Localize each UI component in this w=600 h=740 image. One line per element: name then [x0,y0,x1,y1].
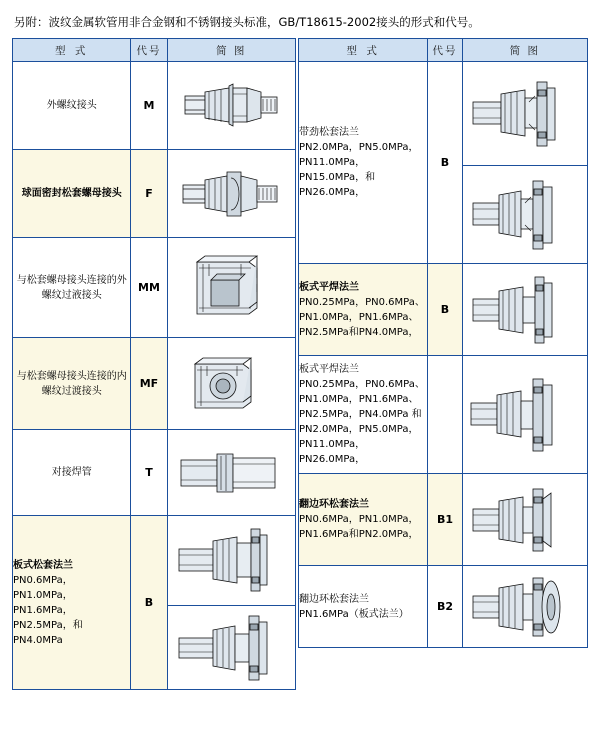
row-code: M [131,62,167,150]
column-header-code: 代号 [428,39,462,62]
plate-flat-weld-flange-figure-1 [462,264,587,356]
table-row [13,150,296,238]
row-type-detail: PN0.6MPa，PN1.0MPa，PN1.6MPa，PN2.5MPa，和PN4.0MPa [13,574,83,646]
row-type-title: 板式平焊法兰 [299,281,359,293]
row-type-label [299,566,428,648]
column-header-figure: 简 图 [462,39,587,62]
row-type-detail: PN0.25MPa，PN0.6MPa、PN1.0MPa，PN1.6MPa、PN2.5MPa，PN4.0MPa 和PN2.0MPa，PN5.0MPa，PN11.0MPa，PN26.0MPa， [299,379,425,465]
male-thread-transition-figure [167,238,295,338]
row-type-label: 对接焊管 [13,430,131,516]
row-code: B [131,516,167,690]
row-code: MM [131,238,167,338]
row-type-detail: PN0.25MPa，PN0.6MPa、PN1.0MPa，PN1.6MPa、PN2.5MPa和PN4.0MPa， [299,296,425,338]
row-code: MF [131,338,167,430]
row-code [428,356,462,474]
plate-loose-flange-figure-2 [167,606,295,690]
row-type-label [299,474,428,566]
row-type-label: 球面密封松套螺母接头 [13,150,131,238]
row-type-label [299,62,428,264]
row-type-label: 与松套螺母接头连接的内螺纹过渡接头 [13,338,131,430]
row-type-detail: PN1.6MPa（板式法兰） [299,608,409,620]
row-type-label [299,264,428,356]
row-code: T [131,430,167,516]
right-spec-table [298,38,588,648]
table-header-row [13,39,296,62]
table-row [299,474,588,566]
page-title: 另附：波纹金属软管用非合金钢和不锈钢接头标准，GB/T18615-2002接头的形式和代号。 [14,15,480,29]
ribbed-loose-flange-figure-2 [462,166,587,264]
table-header-row [299,39,588,62]
row-type-detail: PN0.6MPa，PN1.0MPa，PN1.6MPa和PN2.0MPa， [299,514,419,540]
row-type-label [299,356,428,474]
plate-flat-weld-flange-figure-2 [462,356,587,474]
table-row [299,566,588,648]
row-code: B1 [428,474,462,566]
row-code: B [428,62,462,264]
column-header-type: 型 式 [299,39,428,62]
tables-container [12,38,588,690]
spherical-seal-union-nut-figure [167,150,295,238]
row-type-label: 与松套螺母接头连接的外螺纹过液接头 [13,238,131,338]
row-type-label [13,516,131,690]
column-header-code: 代号 [131,39,167,62]
row-type-title: 翻边环松套法兰 [299,593,369,605]
butt-weld-pipe-figure [167,430,295,516]
plate-loose-flange-figure-1 [167,516,295,606]
row-type-title: 带劲松套法兰 [299,127,359,138]
row-type-label: 外螺纹接头 [13,62,131,150]
table-row [299,356,588,474]
ribbed-loose-flange-figure-1 [462,62,587,166]
table-row [13,338,296,430]
table-row [13,238,296,338]
male-thread-fitting-figure [167,62,295,150]
row-code: B2 [428,566,462,648]
lap-joint-flange-figure-2 [462,566,587,648]
column-header-figure: 简 图 [167,39,295,62]
table-row [13,516,296,606]
left-spec-table [12,38,296,690]
table-row [13,62,296,150]
table-row [299,62,588,166]
row-type-title: 翻边环松套法兰 [299,499,369,510]
row-type-detail: PN2.0MPa，PN5.0MPa，PN11.0MPa，PN15.0MPa，和PN26.0MPa， [299,142,419,198]
row-type-title: 板式平焊法兰 [299,364,359,375]
row-code: F [131,150,167,238]
female-thread-transition-figure [167,338,295,430]
table-row [13,430,296,516]
table-row [299,264,588,356]
row-code: B [428,264,462,356]
column-header-type: 型 式 [13,39,131,62]
row-type-title: 板式松套法兰 [13,559,73,571]
lap-joint-flange-figure-1 [462,474,587,566]
